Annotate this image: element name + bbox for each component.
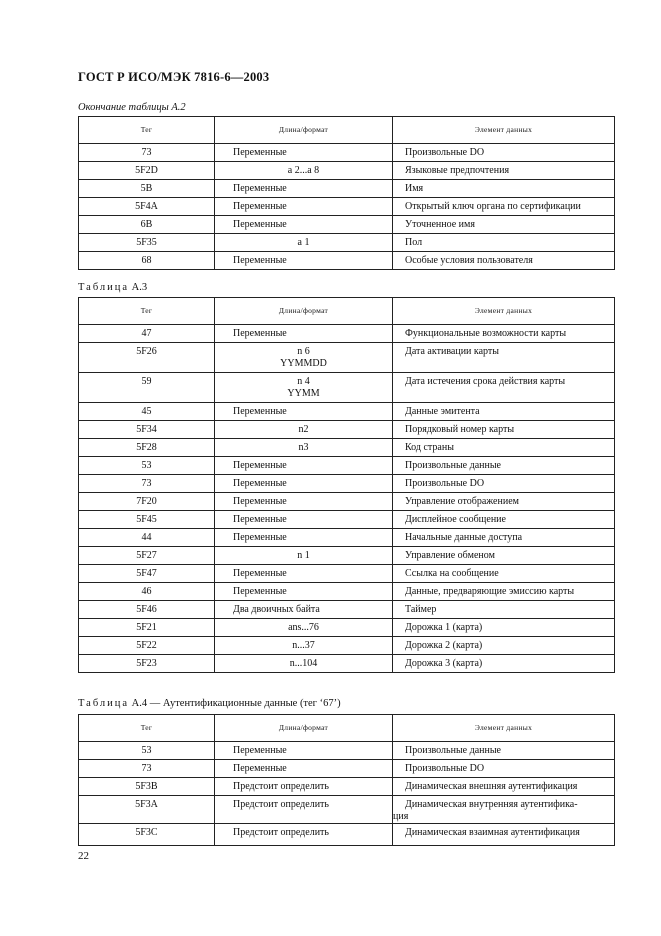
table-row: 5F4A Переменные Открытый ключ органа по сертификации xyxy=(79,198,615,216)
table-row: 53 Переменные Произвольные данные xyxy=(79,457,615,475)
table-row: 5F3B Предстоит определить Динамическая внешняя аутентификация xyxy=(79,778,615,796)
table-row: 5F35 a 1 Пол xyxy=(79,234,615,252)
table-row: 7F20 Переменные Управление отображением xyxy=(79,493,615,511)
table-a2 xyxy=(78,116,615,270)
table-row: 5F3C Предстоит определить Динамическая взаимная аутентификация xyxy=(79,824,615,846)
table-a2-caption: Окончание таблицы А.2 xyxy=(78,102,186,113)
document-header: ГОСТ Р ИСО/МЭК 7816-6—2003 xyxy=(78,70,270,84)
table-row: 5F3A Предстоит определить Динамическая внутренняя аутентифика- ция xyxy=(79,796,615,824)
table-row: 44 Переменные Начальные данные доступа xyxy=(79,529,615,547)
table-row: 5F27 n 1 Управление обменом xyxy=(79,547,615,565)
table-row: 5F45 Переменные Дисплейное сообщение xyxy=(79,511,615,529)
table-row: 46 Переменные Данные, предваряющие эмиссию карты xyxy=(79,583,615,601)
table-a4-caption: Таблица А.4 — Аутентификационные данные (тег ‘67’) xyxy=(78,698,341,709)
table-row: 68 Переменные Особые условия пользователя xyxy=(79,252,615,270)
table-a3-caption: Таблица А.3 xyxy=(78,282,148,293)
table-row: 47 Переменные Функциональные возможности карты xyxy=(79,325,615,343)
table-row: 5F26 n 6 YYMMDD Дата активации карты xyxy=(79,343,615,373)
table-row: 73 Переменные Произвольные DO xyxy=(79,144,615,162)
table-row: 5F23 n...104 Дорожка 3 (карта) xyxy=(79,655,615,673)
table-row: 73 Переменные Произвольные DO xyxy=(79,760,615,778)
page-number: 22 xyxy=(78,850,89,862)
table-row: 5F22 n...37 Дорожка 2 (карта) xyxy=(79,637,615,655)
table-a4 xyxy=(78,714,615,846)
column-header-tag: Тег xyxy=(79,298,215,325)
table-a3 xyxy=(78,297,615,673)
table-row: 5F21 ans...76 Дорожка 1 (карта) xyxy=(79,619,615,637)
table-row: 73 Переменные Произвольные DO xyxy=(79,475,615,493)
table-row: 45 Переменные Данные эмитента xyxy=(79,403,615,421)
column-header-tag: Тег xyxy=(79,117,215,144)
column-header-element: Элемент данных xyxy=(393,715,615,742)
table-row: 5B Переменные Имя xyxy=(79,180,615,198)
column-header-tag: Тег xyxy=(79,715,215,742)
table-row: 5F47 Переменные Ссылка на сообщение xyxy=(79,565,615,583)
table-row: 5F2D a 2...a 8 Языковые предпочтения xyxy=(79,162,615,180)
table-row: 6B Переменные Уточненное имя xyxy=(79,216,615,234)
table-row: 5F34 n2 Порядковый номер карты xyxy=(79,421,615,439)
table-row: 5F46 Два двоичных байта Таймер xyxy=(79,601,615,619)
table-row: 53 Переменные Произвольные данные xyxy=(79,742,615,760)
column-header-length: Длина/формат xyxy=(215,298,393,325)
table-row: 59 n 4 YYMM Дата истечения срока действия карты xyxy=(79,373,615,403)
column-header-length: Длина/формат xyxy=(215,715,393,742)
column-header-element: Элемент данных xyxy=(393,117,615,144)
column-header-element: Элемент данных xyxy=(393,298,615,325)
column-header-length: Длина/формат xyxy=(215,117,393,144)
table-row: 5F28 n3 Код страны xyxy=(79,439,615,457)
